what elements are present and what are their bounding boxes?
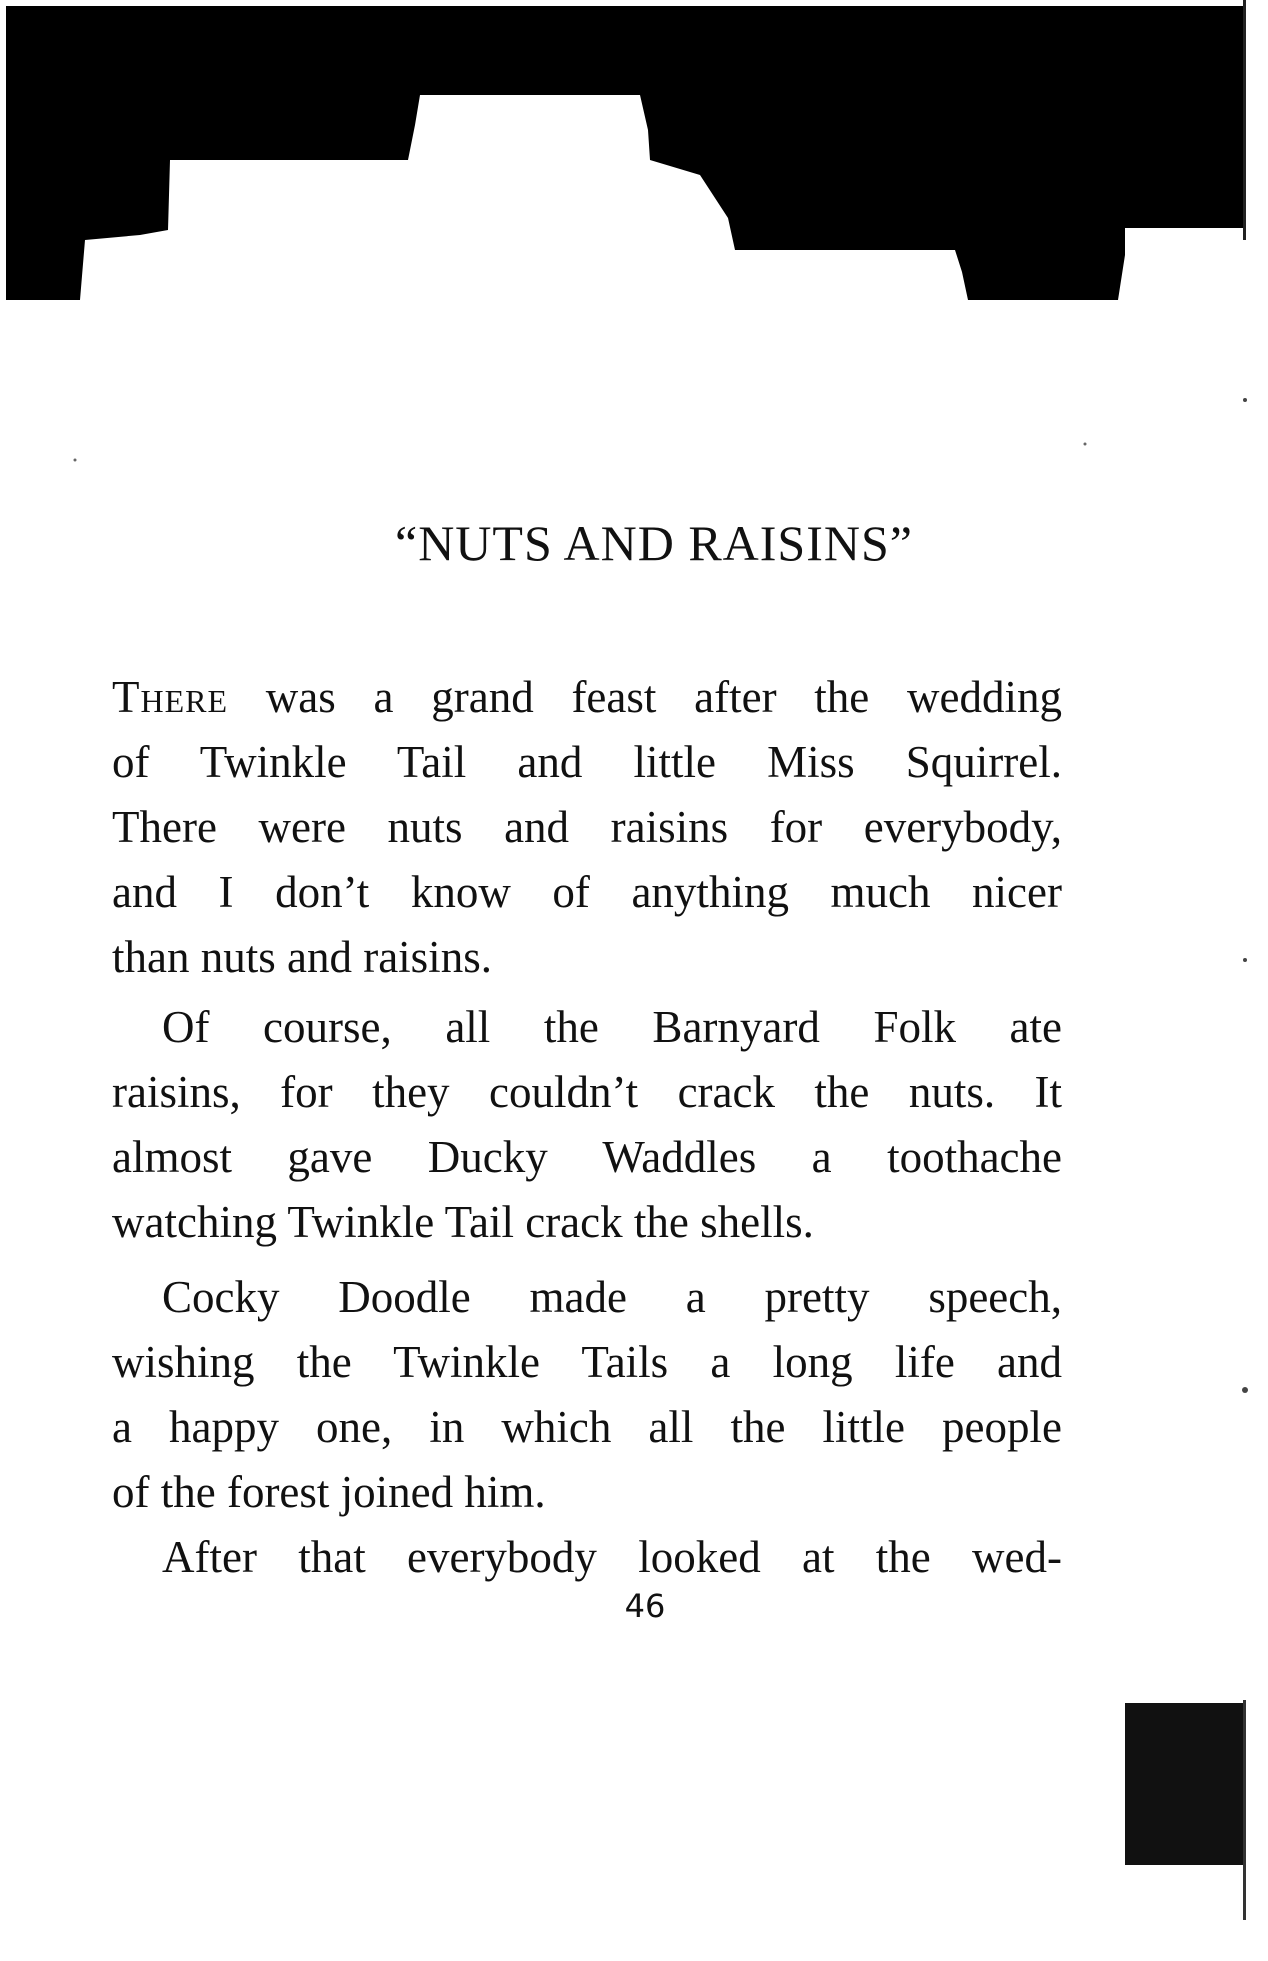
text-line: a happy one, in which all the little people bbox=[112, 1402, 1062, 1452]
scan-speck bbox=[1243, 398, 1247, 402]
scan-edge-line-lower bbox=[1243, 1700, 1246, 1920]
text-line: of the forest joined him. bbox=[112, 1467, 546, 1517]
text-line: There was a grand feast after the wedding bbox=[112, 672, 1062, 722]
text-line: raisins, for they couldn’t crack the nuts. It bbox=[112, 1067, 1062, 1117]
text-line: After that everybody looked at the wed- bbox=[162, 1532, 1062, 1582]
text-line: There were nuts and raisins for everybody, bbox=[112, 802, 1062, 852]
scan-speck bbox=[1242, 1387, 1248, 1393]
page-number: 46 bbox=[624, 1587, 666, 1625]
drop-word: There bbox=[112, 672, 229, 722]
text-line: wishing the Twinkle Tails a long life and bbox=[112, 1337, 1062, 1387]
scan-speck bbox=[1243, 958, 1247, 962]
text-line: almost gave Ducky Waddles a toothache bbox=[112, 1132, 1062, 1182]
dark-scan-block bbox=[1125, 1703, 1245, 1865]
text-line: Cocky Doodle made a pretty speech, bbox=[162, 1272, 1062, 1322]
scan-speck bbox=[1084, 443, 1087, 446]
scan-speck bbox=[74, 459, 77, 462]
text-line: than nuts and raisins. bbox=[112, 932, 492, 982]
text-line: of Twinkle Tail and little Miss Squirrel. bbox=[112, 737, 1062, 787]
text-line: Of course, all the Barnyard Folk ate bbox=[162, 1002, 1062, 1052]
chapter-title-text: “NUTS AND RAISINS” bbox=[395, 515, 913, 571]
text-line: watching Twinkle Tail crack the shells. bbox=[112, 1197, 814, 1247]
text-line: and I don’t know of anything much nicer bbox=[112, 867, 1062, 917]
